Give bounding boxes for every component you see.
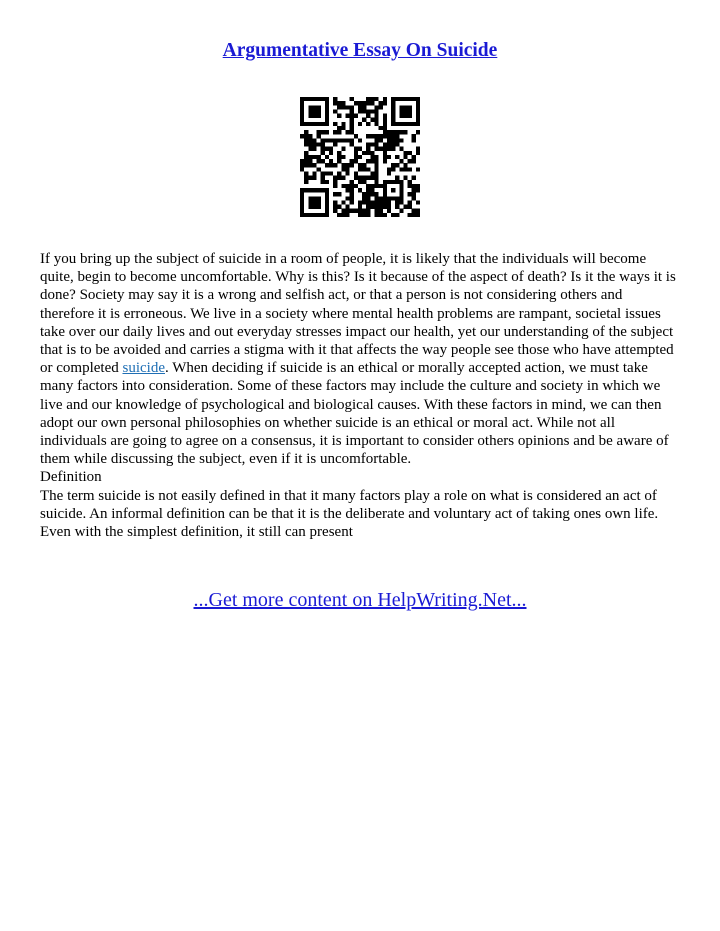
title-link[interactable]: Argumentative Essay On Suicide [222,40,498,61]
suicide-inline-link[interactable]: suicide [122,360,165,377]
paragraph-intro [40,250,680,468]
qr-code-icon [300,97,420,217]
essay-body [40,250,680,541]
section-heading-definition: Definition [40,469,102,486]
more-content [0,587,720,613]
paragraph-intro-text-a: If you bring up the subject of suicide in a room of people, it is likely that the individuals will become quite, begin to become uncomfortable. Why is this? Is it because of the aspect of death? Is it the ways it is done? Society may say it is a wrong and selfish act, or that a person is not considering others and therefore it is erroneous. We live in a society where mental health problems are rampant, societal issues take over our daily lives and out everyday stresses impact our health, yet our understanding of the subject that is to be avoided and carries a stigma with it that affects the way people see those who have attempted or completed [40,251,676,377]
page-title [0,38,720,64]
paragraph-intro-text-b: . When deciding if suicide is an ethical or morally accepted action, we must take many factors into consideration. Some of these factors may include the culture and society in which we live and our knowledge of psychological and biological causes. With these factors in mind, we can then adopt our own personal philosophies on whether suicide is an ethical or moral act. While not all individuals are going to agree on a consensus, it is important to consider others opinions and be aware of them while discussing the subject, even if it is uncomfortable. [40,360,669,468]
paragraph-definition: The term suicide is not easily defined in that it many factors play a role on what is considered an act of suicide. An informal definition can be that it is the deliberate and voluntary act of taking ones own life. Even with the simplest definition, it still can present [40,487,659,541]
get-more-content-link[interactable]: ...Get more content on HelpWriting.Net... [193,589,527,611]
